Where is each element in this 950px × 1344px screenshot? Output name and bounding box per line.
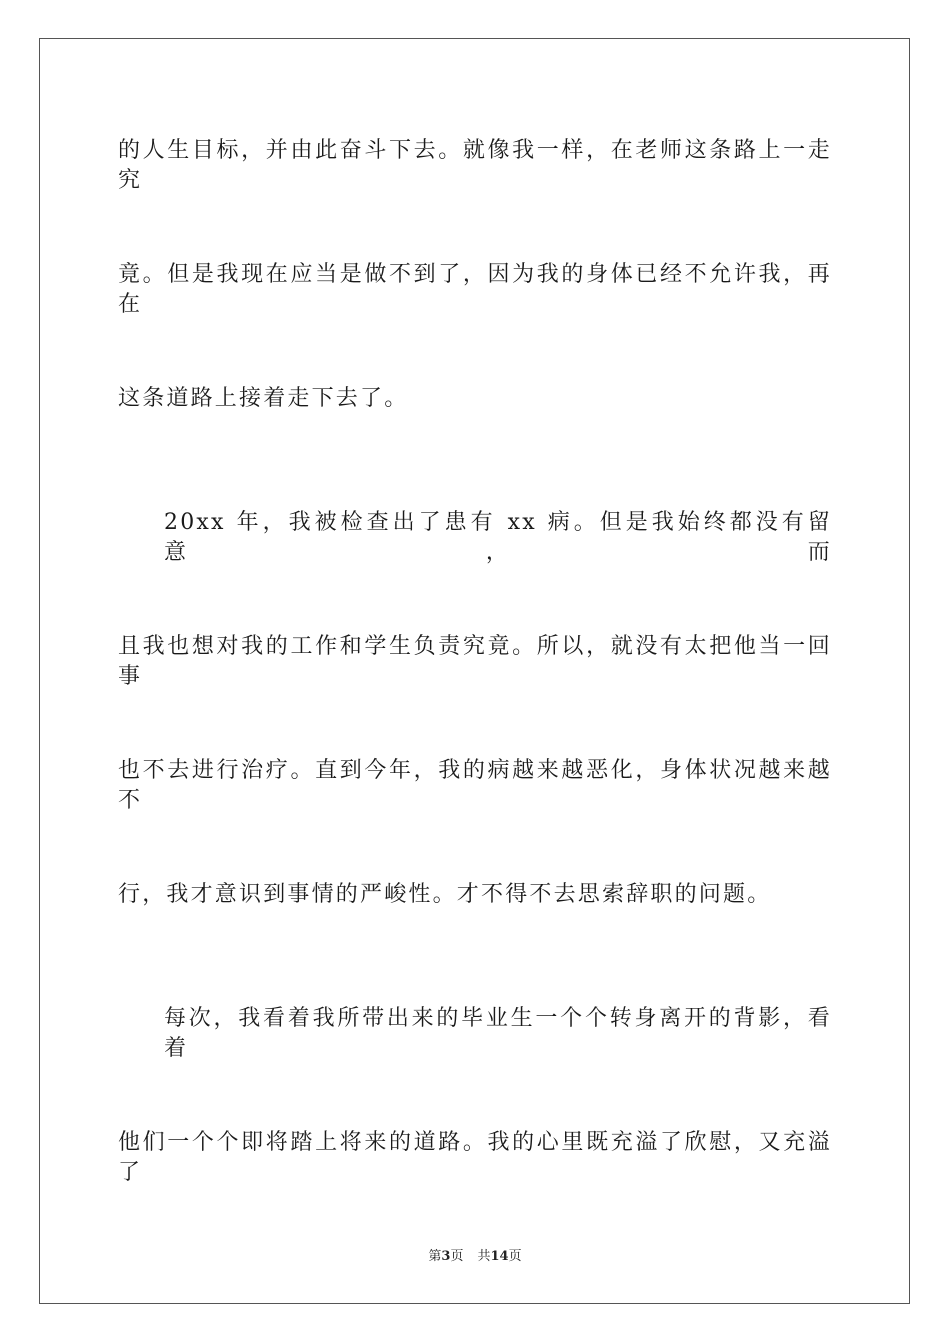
page-total: 14 (490, 1249, 509, 1264)
body-line: 行，我才意识到事情的严峻性。才不得不去思索辞职的问题。 (118, 882, 772, 907)
body-line: 的人生目标，并由此奋斗下去。就像我一样，在老师这条路上一走究 (118, 138, 832, 193)
total-unit: 页 (508, 1249, 522, 1264)
body-line: 20xx 年，我被检查出了患有 xx 病。但是我始终都没有留意，而 (164, 510, 832, 565)
page-footer (0, 1248, 950, 1266)
body-line: 这条道路上接着走下去了。 (118, 386, 409, 411)
body-line: 竟。但是我现在应当是做不到了，因为我的身体已经不允许我，再在 (118, 262, 832, 317)
body-line: 也不去进行治疗。直到今年，我的病越来越恶化，身体状况越来越不 (118, 758, 832, 813)
body-line: 每次，我看着我所带出来的毕业生一个个转身离开的背影，看着 (164, 1006, 832, 1061)
page-current: 3 (441, 1249, 451, 1264)
body-line: 且我也想对我的工作和学生负责究竟。所以，就没有太把他当一回事 (118, 634, 832, 689)
body-line: 他们一个个即将踏上将来的道路。我的心里既充溢了欣慰，又充溢了 (118, 1130, 832, 1185)
page-prefix: 第 (428, 1249, 442, 1264)
total-prefix: 共 (477, 1249, 491, 1264)
page-unit: 页 (450, 1249, 464, 1264)
